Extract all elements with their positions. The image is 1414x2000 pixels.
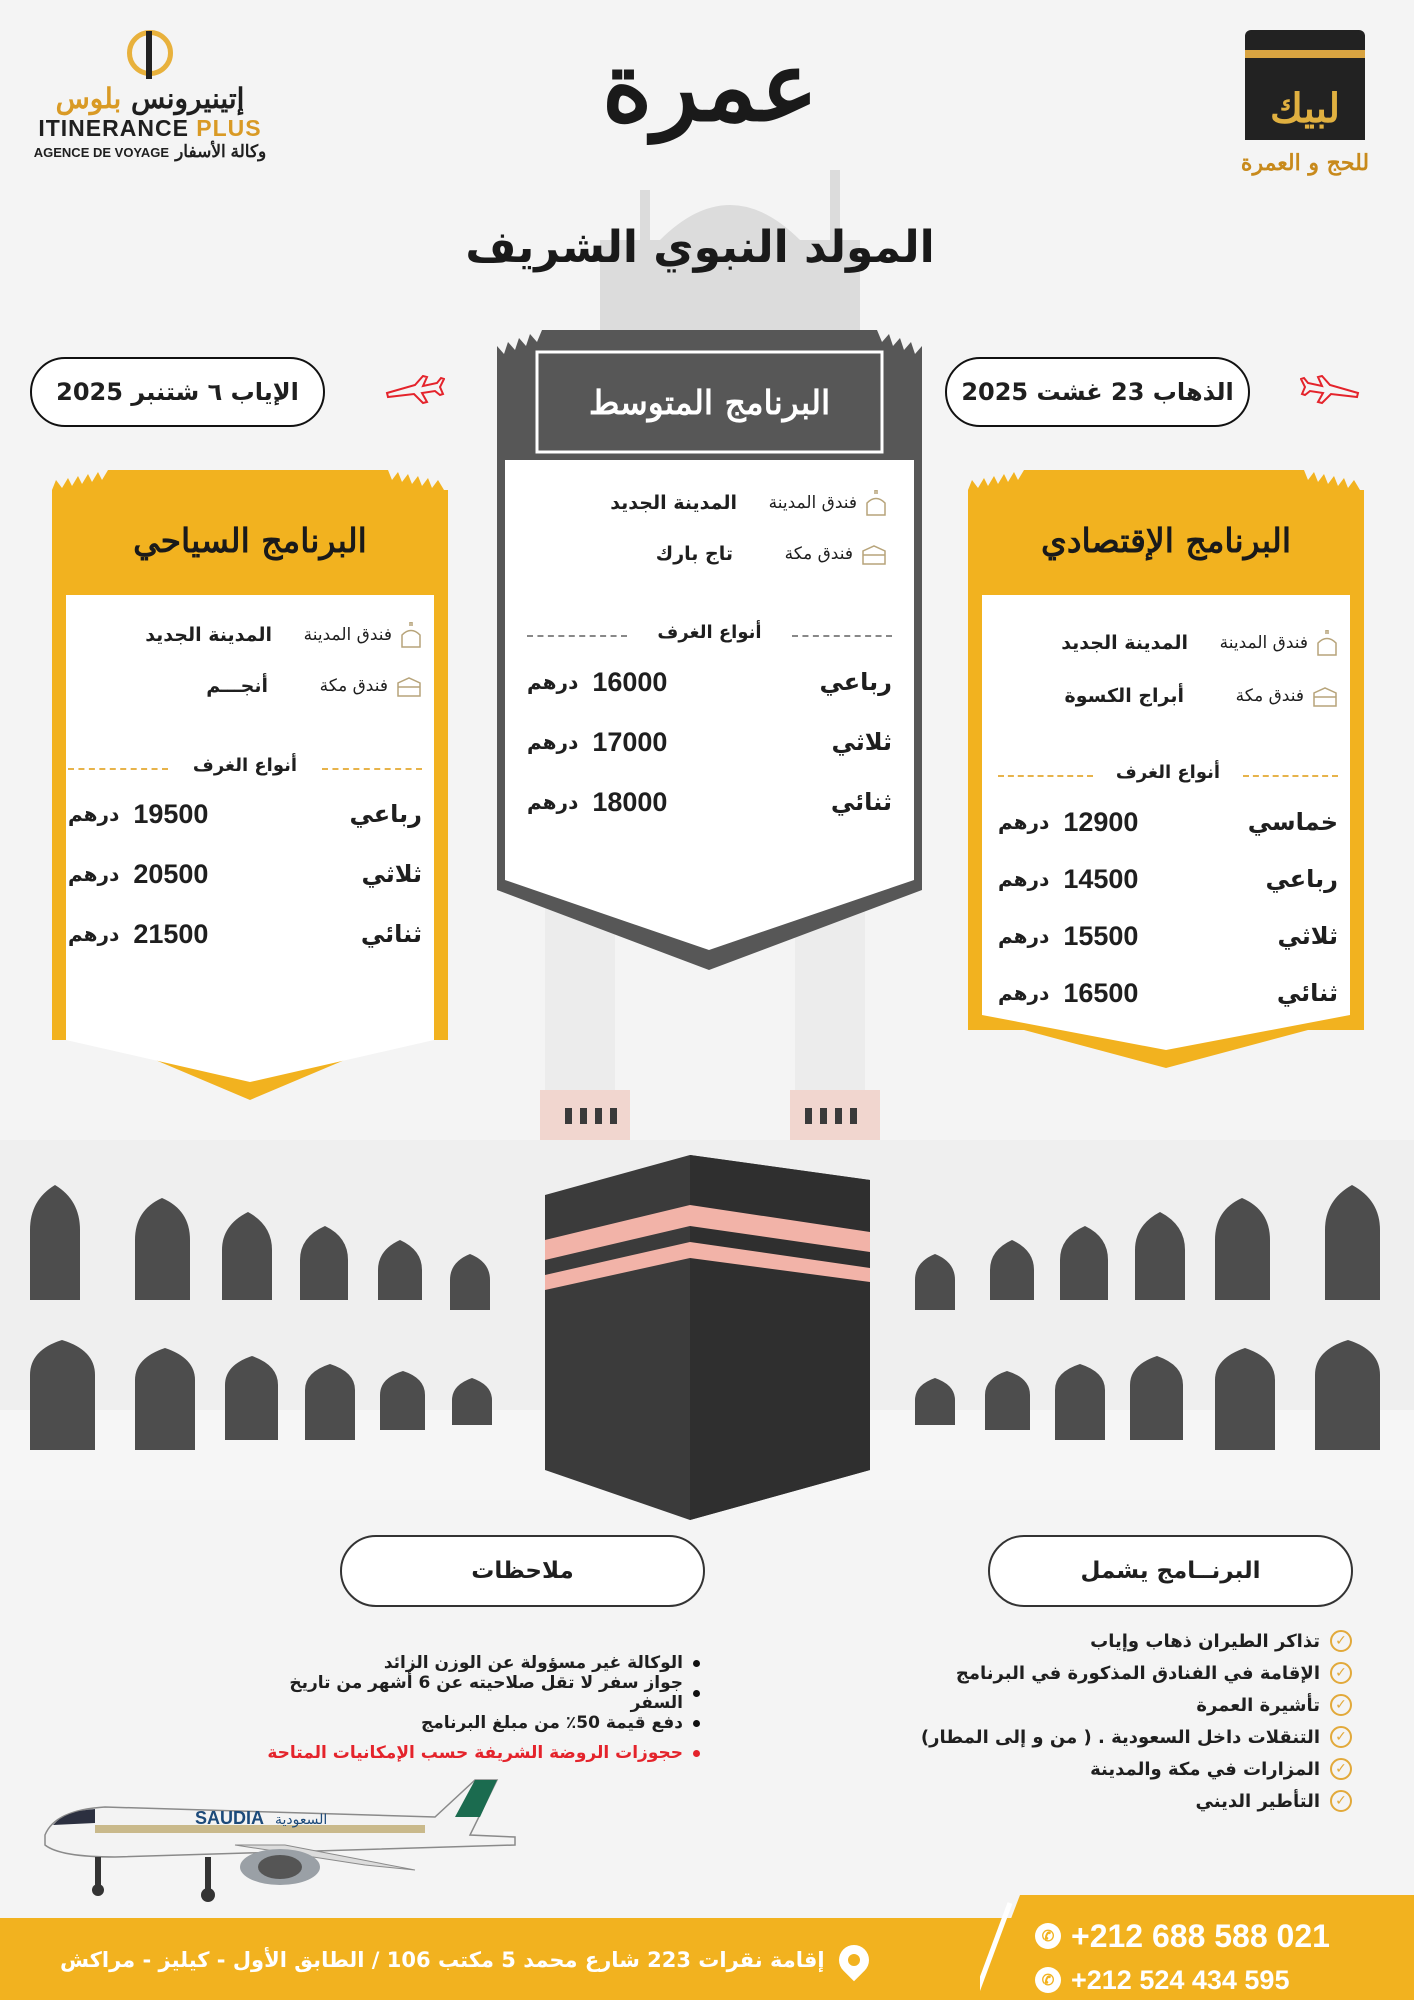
agency-name-ar xyxy=(30,82,270,115)
currency-label: درهم xyxy=(68,922,120,946)
bullet-icon xyxy=(693,1750,700,1757)
price-value: 14500 xyxy=(1063,863,1139,894)
economy-rooms-title: أنواع الغرف xyxy=(1115,762,1221,783)
tourist-program-title: البرنامج السياحي xyxy=(133,520,367,560)
mosque-icon xyxy=(1316,630,1338,656)
phone-number-2[interactable] xyxy=(1035,1960,1375,2000)
room-price xyxy=(527,787,667,818)
include-text: المزارات في مكة والمدينة xyxy=(1090,1758,1320,1780)
note-text: دفع قيمة 50٪ من مبلغ البرنامج xyxy=(420,1713,683,1733)
room-type: ثنائي xyxy=(830,788,892,816)
currency-label: درهم xyxy=(527,670,579,694)
currency-label: درهم xyxy=(527,790,579,814)
room-price xyxy=(527,667,667,698)
include-text: الإقامة في الفنادق المذكورة في البرنامج xyxy=(955,1662,1320,1684)
check-icon: ✓ xyxy=(1330,1630,1352,1652)
departure-date: الذهاب 23 غشت 2025 xyxy=(961,378,1234,406)
check-icon: ✓ xyxy=(1330,1758,1352,1780)
check-icon: ✓ xyxy=(1330,1790,1352,1812)
check-icon: ✓ xyxy=(1330,1726,1352,1748)
include-text: التأطير الديني xyxy=(1195,1790,1320,1812)
room-type: رباعي xyxy=(349,800,422,828)
agency-name-en-part1: ITINERANCE xyxy=(38,115,189,141)
economy-medina-hotel: المدينة الجديد xyxy=(1061,632,1188,654)
medium-medina-hotel: المدينة الجديد xyxy=(610,492,737,514)
table-row xyxy=(527,660,892,704)
phone-number-1[interactable] xyxy=(1035,1912,1375,1960)
umrah-calligraphy-title: عمرة xyxy=(601,30,819,143)
tourist-rooms-title: أنواع الغرف xyxy=(192,755,298,776)
medium-program-title: البرنامج المتوسط xyxy=(588,382,831,422)
table-row xyxy=(998,914,1338,958)
currency-label: درهم xyxy=(68,802,120,826)
room-type: رباعي xyxy=(819,668,892,696)
list-item xyxy=(752,1689,1352,1721)
table-row xyxy=(68,912,422,956)
kaaba-icon xyxy=(1312,685,1338,707)
airplane-return-icon xyxy=(385,375,445,405)
price-value: 17000 xyxy=(592,726,668,757)
room-type: ثنائي xyxy=(360,920,422,948)
economy-mecca-hotel: أبراج الكسوة xyxy=(1064,685,1184,707)
footer-phones xyxy=(1035,1912,1375,2000)
list-item xyxy=(752,1625,1352,1657)
labbaik-tagline: للحج و العمرة xyxy=(1240,150,1370,176)
room-type: خماسي xyxy=(1247,808,1338,836)
notes-title: ملاحظات xyxy=(471,1558,574,1584)
note-text: الوكالة غير مسؤولة عن الوزن الزائد xyxy=(383,1653,683,1673)
agency-subtitle xyxy=(30,142,270,162)
table-row xyxy=(68,852,422,896)
divider xyxy=(68,768,168,770)
tourist-mecca-hotel-row xyxy=(82,675,422,697)
tourist-medina-hotel-row xyxy=(82,622,422,648)
airplane-departure-icon xyxy=(1300,375,1360,405)
bullet-icon xyxy=(693,1690,700,1697)
page-title: المولد النبوي الشريف xyxy=(465,222,935,273)
table-row xyxy=(998,857,1338,901)
labbaik-kaaba-icon xyxy=(1245,30,1365,140)
tourist-mecca-label: فندق مكة xyxy=(319,676,388,696)
room-type: ثلاثي xyxy=(361,860,422,888)
check-icon: ✓ xyxy=(1330,1662,1352,1684)
divider xyxy=(322,768,422,770)
includes-title: البرنــامج يشمل xyxy=(1080,1558,1261,1584)
divider xyxy=(998,775,1093,777)
agency-name-en xyxy=(30,115,270,142)
medium-mecca-hotel-row xyxy=(537,543,887,565)
list-item xyxy=(752,1785,1352,1817)
room-price xyxy=(68,859,208,890)
bullet-icon xyxy=(693,1720,700,1727)
includes-list xyxy=(752,1625,1352,1817)
room-type: ثنائي xyxy=(1276,979,1338,1007)
agency-name-ar-part2: بلوس xyxy=(55,82,122,115)
room-type: رباعي xyxy=(1265,865,1338,893)
currency-label: درهم xyxy=(68,862,120,886)
tourist-mecca-hotel: أنجـــم xyxy=(206,675,268,697)
tourist-medina-label: فندق المدينة xyxy=(303,625,392,645)
price-value: 20500 xyxy=(133,858,209,889)
list-item xyxy=(752,1721,1352,1753)
economy-medina-label: فندق المدينة xyxy=(1219,633,1308,653)
list-item xyxy=(752,1753,1352,1785)
medium-mecca-hotel: تاج بارك xyxy=(655,543,733,565)
footer-address xyxy=(60,1940,930,1980)
divider xyxy=(792,635,892,637)
price-value: 15500 xyxy=(1063,920,1139,951)
labbaik-word: لبيك xyxy=(1269,85,1341,132)
currency-label: درهم xyxy=(998,867,1050,891)
room-price xyxy=(998,978,1138,1009)
list-item xyxy=(752,1657,1352,1689)
currency-label: درهم xyxy=(527,730,579,754)
return-date-pill xyxy=(30,357,325,427)
list-item xyxy=(240,1673,700,1713)
room-price xyxy=(998,807,1138,838)
address-text: إقامة نقرات 223 شارع محمد 5 مكتب 106 / الطابق الأول - كيليز - مراكش xyxy=(60,1948,825,1972)
room-price xyxy=(68,919,208,950)
kaaba-illustration xyxy=(545,1155,870,1520)
tourist-medina-hotel: المدينة الجديد xyxy=(145,624,272,646)
divider xyxy=(527,635,627,637)
table-row xyxy=(998,800,1338,844)
phone1-text: +212 688 588 021 xyxy=(1071,1917,1330,1954)
note-highlight-text: حجوزات الروضة الشريفة حسب الإمكانيات المتاحة xyxy=(267,1743,683,1763)
labbaik-logo xyxy=(1225,30,1385,230)
table-row xyxy=(527,720,892,764)
mosque-icon xyxy=(865,490,887,516)
currency-label: درهم xyxy=(998,924,1050,948)
room-price xyxy=(998,921,1138,952)
phone-icon: ✆ xyxy=(1035,1923,1061,1949)
note-text: جواز سفر لا تقل صلاحيته عن 6 أشهر من تاريخ السفر xyxy=(289,1673,683,1713)
medium-medina-hotel-row xyxy=(537,490,887,516)
agency-name-ar-part1: إتينيرونس xyxy=(131,82,245,115)
medium-mecca-label: فندق مكة xyxy=(784,544,853,564)
check-icon: ✓ xyxy=(1330,1694,1352,1716)
include-text: تذاكر الطيران ذهاب وإياب xyxy=(1090,1630,1320,1652)
agency-name-en-part2: PLUS xyxy=(196,115,262,141)
room-type: ثلاثي xyxy=(831,728,892,756)
economy-mecca-hotel-row xyxy=(1008,685,1338,707)
agency-subtitle-ar: وكالة الأسفار xyxy=(175,142,267,161)
economy-mecca-label: فندق مكة xyxy=(1235,686,1304,706)
list-item xyxy=(240,1738,700,1768)
economy-program-card xyxy=(968,470,1364,1068)
include-text: التنقلات داخل السعودية . ( من و إلى المطار) xyxy=(920,1726,1320,1748)
mosque-icon xyxy=(400,622,422,648)
phone-icon: ✆ xyxy=(1035,1967,1061,1993)
bullet-icon xyxy=(693,1660,700,1667)
room-price xyxy=(68,799,208,830)
price-value: 21500 xyxy=(133,918,209,949)
itinerance-plus-logo xyxy=(30,30,270,200)
economy-program-title: البرنامج الإقتصادي xyxy=(1041,520,1292,560)
notes-list xyxy=(240,1648,700,1768)
departure-date-pill xyxy=(945,357,1250,427)
saudia-airplane-illustration xyxy=(35,1775,535,1915)
includes-title-pill xyxy=(988,1535,1353,1607)
kaaba-icon xyxy=(861,543,887,565)
price-value: 19500 xyxy=(133,798,209,829)
phone2-text: +212 524 434 595 xyxy=(1071,1964,1290,1995)
table-row xyxy=(68,792,422,836)
price-value: 16000 xyxy=(592,666,668,697)
medium-medina-label: فندق المدينة xyxy=(768,493,857,513)
saudia-livery-ar: السعودية xyxy=(275,1812,328,1828)
include-text: تأشيرة العمرة xyxy=(1196,1694,1320,1716)
currency-label: درهم xyxy=(998,810,1050,834)
medium-program-card xyxy=(497,330,922,970)
currency-label: درهم xyxy=(998,981,1050,1005)
room-price xyxy=(527,727,667,758)
notes-title-pill xyxy=(340,1535,705,1607)
agency-logo-icon xyxy=(127,30,173,76)
kaaba-icon xyxy=(396,675,422,697)
economy-medina-hotel-row xyxy=(1008,630,1338,656)
room-type: ثلاثي xyxy=(1277,922,1338,950)
price-value: 12900 xyxy=(1063,806,1139,837)
tourist-program-card xyxy=(52,470,448,1100)
medium-rooms-title: أنواع الغرف xyxy=(657,622,762,643)
table-row xyxy=(998,971,1338,1015)
agency-subtitle-en: AGENCE DE VOYAGE xyxy=(33,144,170,160)
price-value: 16500 xyxy=(1063,977,1139,1008)
table-row xyxy=(527,780,892,824)
location-pin-icon xyxy=(832,1939,874,1981)
divider xyxy=(1243,775,1338,777)
room-price xyxy=(998,864,1138,895)
price-value: 18000 xyxy=(592,786,668,817)
return-date: الإياب ٦ شتنبر 2025 xyxy=(56,378,299,406)
saudia-livery-en: SAUDIA xyxy=(195,1808,265,1828)
